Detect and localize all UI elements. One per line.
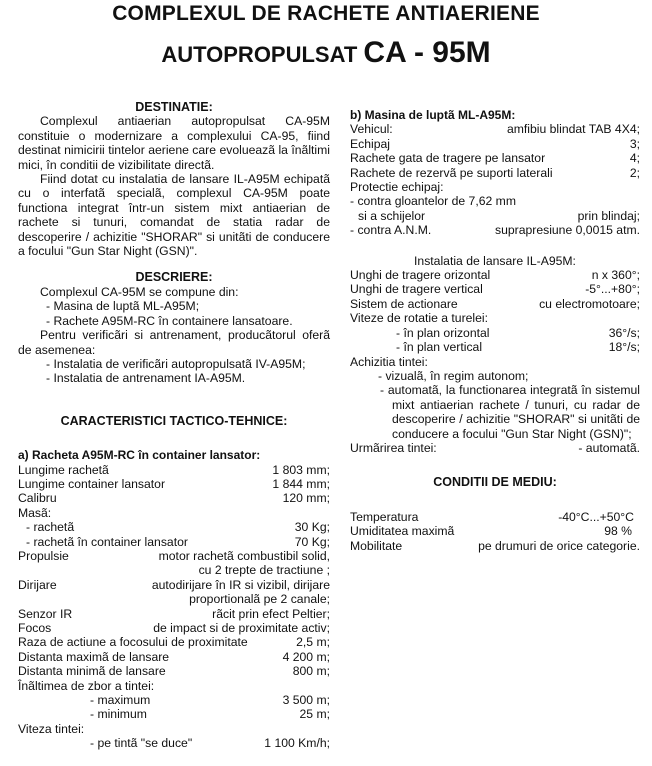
spec-row: Propulsie motor rachetã combustibil solid, bbox=[18, 548, 330, 563]
spec-row: Rachete gata de tragere pe lansator 4; bbox=[350, 151, 640, 166]
spec-row: - rachetã în container lansator 70 Kg; bbox=[26, 534, 330, 549]
spec-row: - rachetã 30 Kg; bbox=[26, 520, 330, 535]
spec-label: Protectie echipaj: bbox=[350, 180, 444, 195]
spec-row: Rachete de rezervã pe suporti laterali 2; bbox=[350, 165, 640, 180]
masina-heading: b) Masina de luptã ML-A95M: bbox=[350, 108, 516, 122]
spec-item: - automatã, la functionarea integratã în sistemul mixt antiaerian rachete / tunuri, cu radar de descoperire / achizitie "SHORAR" si unitãti de conducere a focului "Gun Star Night (GSN)"; bbox=[380, 383, 640, 441]
caracteristici-heading: CARACTERISTICI TACTICO-TEHNICE: bbox=[60, 413, 288, 428]
title-line-2a: AUTOPROPULSAT bbox=[161, 42, 364, 67]
spec-row: - în plan vertical 18°/s; bbox=[396, 340, 640, 355]
spec-row: Lungime rachetã 1 803 mm; bbox=[18, 462, 330, 477]
descriere-item: - Instalatia de verificãri autopropulsatã IV-A95M; bbox=[46, 356, 306, 371]
spec-row: Calibru 120 mm; bbox=[18, 491, 330, 506]
descriere-item: - Rachete A95M-RC în containere lansatoare. bbox=[46, 313, 293, 328]
destinatie-heading: DESTINATIE: bbox=[135, 100, 213, 114]
spec-row: Focos de impact si de proximitate activ; bbox=[18, 621, 330, 635]
spec-item: - contra gloantelor de 7,62 mm bbox=[350, 194, 516, 209]
conditii-heading: CONDITII DE MEDIU: bbox=[433, 475, 557, 490]
spec-label: Achizitia tintei: bbox=[350, 354, 428, 369]
spec-row: - pe tintã "se duce" 1 100 Km/h; bbox=[90, 736, 330, 751]
spec-row: Sistem de actionare cu electromotoare; bbox=[350, 296, 640, 311]
right-column bbox=[350, 100, 640, 553]
spec-row: - maximum 3 500 m; bbox=[90, 693, 330, 708]
spec-row: Senzor IR rãcit prin efect Peltier; bbox=[18, 606, 330, 621]
spec-row: - minimum 25 m; bbox=[90, 707, 330, 722]
title-line-2b: CA - 95M bbox=[363, 36, 491, 69]
destinatie-paragraph-1: Complexul antiaerian autopropulsat CA-95M constituie o modernizare a complexului CA-95, fiind destinat nimicirii tintelor aeriene care evolueazã la înãltimi mici, în conditii de vizibilitate directã. bbox=[18, 114, 330, 172]
spec-label: Masã: bbox=[18, 505, 52, 520]
spec-row: Dirijare autodirijare în IR si vizibil, dirijare bbox=[18, 577, 330, 592]
racheta-heading: a) Racheta A95M-RC în container lansator: bbox=[18, 448, 261, 463]
spec-continuation: proportionalã pe 2 canale; bbox=[189, 592, 330, 607]
spec-row: Unghi de tragere vertical -5°...+80°; bbox=[350, 282, 640, 297]
spec-row: Distanta minimã de lansare 800 m; bbox=[18, 664, 330, 679]
descriere-paragraph-2: Pentru verificãri si antrenament, producãtorul oferã de asemenea: bbox=[18, 328, 330, 357]
destinatie-paragraph-2: Fiind dotat cu instalatia de lansare IL-A95M echipatã cu o interfatã specialã, complexul CA-95M poate functiona integrat într-un sistem mixt antiaerian de rachete si tunuri, comandat de statia radar de descoperire / achizitie "SHORAR" si unitãti de conducere a focului "Gun Star Night (GSN)". bbox=[18, 172, 330, 259]
descriere-item: - Instalatia de antrenament IA-A95M. bbox=[46, 371, 246, 386]
spec-row: Temperatura -40°C...+50°C bbox=[350, 509, 634, 524]
spec-row: Vehicul: amfibiu blindat TAB 4X4; bbox=[350, 122, 640, 137]
spec-row: Lungime container lansator 1 844 mm; bbox=[18, 476, 330, 491]
spec-row: Umiditatea maximã 98 % bbox=[350, 524, 632, 539]
spec-label: Înãltimea de zbor a tintei: bbox=[18, 678, 155, 693]
descriere-paragraph-1: Complexul CA-95M se compune din: bbox=[40, 284, 239, 299]
spec-row: Raza de actiune a focosului de proximitate 2,5 m; bbox=[18, 635, 330, 650]
spec-item: - vizualã, în regim autonom; bbox=[378, 368, 529, 383]
left-column bbox=[18, 100, 330, 751]
spec-row: - contra A.N.M. suprapresiune 0,0015 atm. bbox=[350, 223, 640, 238]
spec-row: Distanta maximã de lansare 4 200 m; bbox=[18, 649, 330, 664]
title-line-2 bbox=[0, 36, 652, 70]
instalatia-heading: Instalatia de lansare IL-A95M: bbox=[414, 253, 576, 268]
spec-row: - în plan orizontal 36°/s; bbox=[396, 325, 640, 340]
spec-row: Unghi de tragere orizontal n x 360°; bbox=[350, 268, 640, 283]
spec-row: Urmãrirea tintei: - automatã. bbox=[350, 440, 640, 455]
spec-continuation: cu 2 trepte de tractiune ; bbox=[198, 563, 330, 578]
spec-label: Viteza tintei: bbox=[18, 721, 85, 736]
descriere-heading: DESCRIERE: bbox=[135, 270, 213, 285]
spec-row: Mobilitate pe drumuri de orice categorie. bbox=[350, 538, 640, 553]
spec-label: Viteze de rotatie a turelei: bbox=[350, 311, 488, 326]
spec-row: si a schijelor prin blindaj; bbox=[358, 208, 640, 223]
title-line-1: COMPLEXUL DE RACHETE ANTIAERIENE bbox=[112, 2, 540, 25]
spec-row: Echipaj 3; bbox=[350, 136, 640, 151]
descriere-item: - Masina de luptã ML-A95M; bbox=[46, 299, 200, 314]
